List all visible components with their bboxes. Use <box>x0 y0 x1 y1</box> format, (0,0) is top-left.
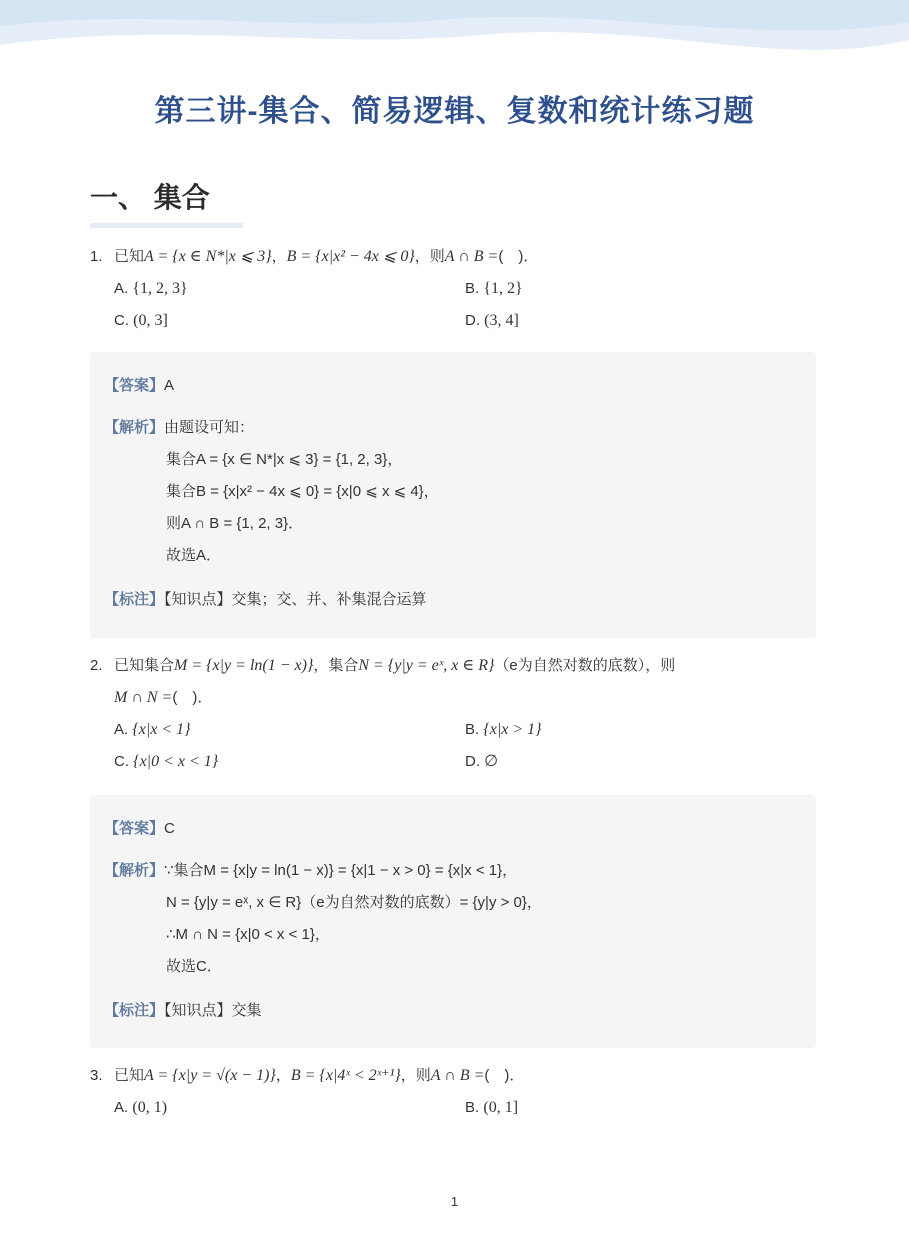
header-wave-decoration <box>0 0 909 70</box>
section-underline <box>90 223 243 228</box>
question-number: 1. <box>90 248 103 265</box>
option-b[interactable]: B. {1, 2} <box>465 280 523 297</box>
options-grid <box>90 714 810 778</box>
answer-box-2 <box>90 795 816 1048</box>
analysis-row: 【解析】∵集合M = {x|y = ln(1 − x)} = {x|1 − x > 0} = {x|x < 1}， <box>104 862 518 879</box>
analysis-line: 故选C． <box>166 958 222 975</box>
option-d[interactable]: D. (3, 4] <box>465 312 519 329</box>
note-row: 【标注】【知识点】交集 <box>104 1002 262 1019</box>
page-title: 第三讲-集合、简易逻辑、复数和统计练习题 <box>154 95 755 128</box>
option-a[interactable]: A. {x|x < 1} <box>114 721 191 738</box>
question-number: 2. <box>90 657 103 674</box>
option-a[interactable]: A. (0, 1) <box>114 1099 168 1116</box>
question-number: 3. <box>90 1067 103 1084</box>
note-row: 【标注】【知识点】交集；交、并、补集混合运算 <box>104 591 427 608</box>
option-a[interactable]: A. {1, 2, 3} <box>114 280 188 297</box>
analysis-line: 集合A = {x ∈ N*|x ⩽ 3} = {1, 2, 3}， <box>166 451 403 468</box>
question-1: 1. 已知A = {x ∈ N*|x ⩽ 3}，B = {x|x² − 4x ⩽ 0}，则A ∩ B =( )． A. {1, 2, 3} B. {1, 2} C. (0, 3] D. (3, 4] <box>90 241 810 337</box>
page-number: 1 <box>450 1194 459 1209</box>
analysis-line: N = {y|y = eˣ, x ∈ R}（e为自然对数的底数）= {y|y > 0}， <box>166 894 542 911</box>
analysis-line: 集合B = {x|x² − 4x ⩽ 0} = {x|0 ⩽ x ⩽ 4}， <box>166 483 439 500</box>
analysis-line: ∴M ∩ N = {x|0 < x < 1}， <box>166 926 330 943</box>
analysis-row: 【解析】由题设可知： <box>104 419 255 436</box>
options-grid <box>90 273 810 337</box>
options-grid <box>90 1092 810 1124</box>
answer-box-1 <box>90 352 816 638</box>
option-b[interactable]: B. (0, 1] <box>465 1099 519 1116</box>
option-d[interactable]: D. ∅ <box>465 753 499 770</box>
answer-row: 【答案】A <box>104 377 175 394</box>
question-3: 3. 已知A = {x|y = √(x − 1)}，B = {x|4ˣ < 2ˣ⁺¹}，则A ∩ B =( )． A. (0, 1) B. (0, 1] <box>90 1060 810 1124</box>
analysis-line: 则A ∩ B = {1, 2, 3}． <box>166 515 304 532</box>
analysis-line: 故选A． <box>166 547 222 564</box>
answer-row: 【答案】C <box>104 820 175 837</box>
section-heading: 一、 集合 <box>90 182 210 213</box>
option-c[interactable]: C. (0, 3] <box>114 312 168 329</box>
option-b[interactable]: B. {x|x > 1} <box>465 721 542 738</box>
option-c[interactable]: C. {x|0 < x < 1} <box>114 753 219 770</box>
question-2: 2. 已知集合M = {x|y = ln(1 − x)}，集合N = {y|y = eˣ, x ∈ R}（e为自然对数的底数），则 M ∩ N =( )． A. {x|x < 1} B. {x|x > 1} C. {x|0 < x < 1} D. ∅ <box>90 650 810 778</box>
